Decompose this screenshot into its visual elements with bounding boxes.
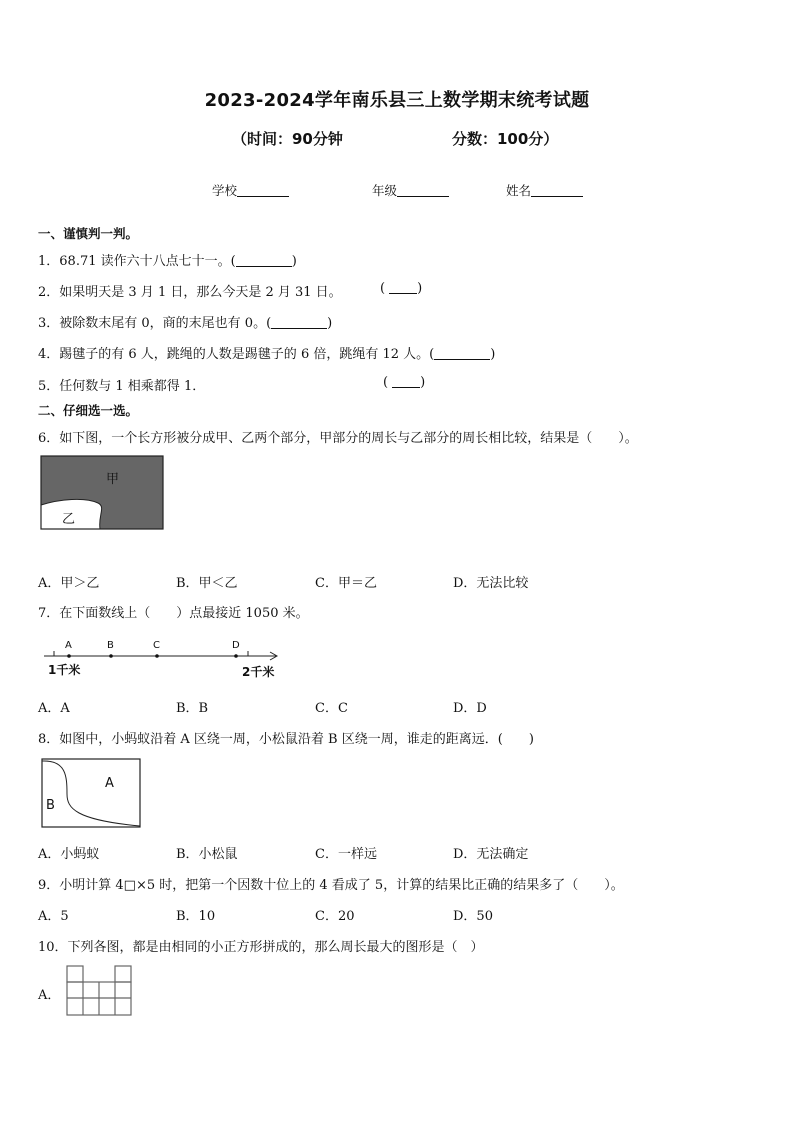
question-2-answer-blank[interactable] bbox=[389, 282, 417, 294]
question-4 bbox=[38, 343, 495, 362]
grade-blank[interactable] bbox=[397, 184, 449, 197]
question-1-close: ) bbox=[291, 254, 297, 269]
question-10-figure-a bbox=[66, 964, 134, 1018]
question-9-option-b[interactable]: B．10 bbox=[176, 909, 216, 924]
question-9-option-c[interactable]: C．20 bbox=[315, 909, 355, 924]
question-4-close: ) bbox=[490, 347, 496, 362]
label-a: A bbox=[105, 776, 114, 791]
grid-shape-a bbox=[67, 966, 131, 1015]
question-3 bbox=[38, 312, 332, 331]
exam-title: 2023-2024学年南乐县三上数学期末统考试题 bbox=[204, 90, 590, 111]
question-10-option-a[interactable]: A． bbox=[38, 988, 61, 1003]
question-2-close: ) bbox=[417, 281, 423, 296]
question-6-option-c[interactable]: C．甲＝乙 bbox=[315, 576, 377, 591]
point-a-label: A bbox=[65, 640, 72, 651]
label-jia: 甲 bbox=[106, 472, 120, 487]
question-5-open: ( bbox=[383, 375, 389, 390]
point-d-label: D bbox=[232, 640, 240, 651]
question-9-option-a[interactable]: A．5 bbox=[38, 909, 69, 924]
question-7-option-d[interactable]: D．D bbox=[453, 701, 487, 716]
question-8-text: 8．如图中，小蚂蚁沿着 A 区绕一周，小松鼠沿着 B 区绕一周，谁走的距离远．( ) bbox=[38, 732, 534, 747]
section1-heading: 一、谨慎判一判。 bbox=[38, 226, 139, 241]
question-7-text: 7．在下面数线上（ ）点最接近 1050 米。 bbox=[38, 606, 309, 621]
question-5-answer-blank[interactable] bbox=[392, 376, 420, 388]
question-7-option-a[interactable]: A．A bbox=[38, 701, 70, 716]
question-2-answer bbox=[380, 281, 422, 296]
section2-heading: 二、仔细选一选。 bbox=[38, 403, 139, 418]
question-10-text: 10．下列各图，都是由相同的小正方形拼成的，那么周长最大的图形是（ ） bbox=[38, 940, 484, 955]
question-4-text: 4．踢毽子的有 6 人，跳绳的人数是踢毽子的 6 倍，跳绳有 12 人。( bbox=[38, 347, 435, 362]
end-label: 2千米 bbox=[242, 665, 275, 679]
question-2-open: ( bbox=[380, 281, 386, 296]
question-6-option-d[interactable]: D．无法比较 bbox=[453, 576, 529, 591]
question-1-answer-blank[interactable] bbox=[236, 255, 292, 267]
question-4-answer-blank[interactable] bbox=[434, 348, 490, 360]
question-5-text: 5．任何数与 1 相乘都得 1． bbox=[38, 379, 206, 394]
question-7-option-c[interactable]: C．C bbox=[315, 701, 348, 716]
school-field[interactable] bbox=[212, 181, 289, 199]
start-label: 1千米 bbox=[48, 663, 81, 677]
point-b-label: B bbox=[107, 640, 114, 651]
question-3-answer-blank[interactable] bbox=[271, 317, 327, 329]
point-a bbox=[67, 654, 71, 658]
question-6-option-a[interactable]: A．甲＞乙 bbox=[38, 576, 100, 591]
question-6-figure bbox=[40, 455, 166, 531]
school-label: 学校 bbox=[212, 183, 238, 198]
question-7-option-b[interactable]: B．B bbox=[176, 701, 209, 716]
number-line bbox=[38, 636, 288, 680]
question-5-answer bbox=[383, 375, 425, 390]
region-jia bbox=[41, 456, 163, 529]
question-8-option-a[interactable]: A．小蚂蚁 bbox=[38, 847, 100, 862]
point-c-label: C bbox=[153, 640, 160, 651]
question-8-figure bbox=[41, 758, 143, 830]
dividing-curve bbox=[42, 761, 140, 826]
question-2 bbox=[38, 281, 342, 300]
exam-score: 分数：100分） bbox=[452, 130, 559, 148]
question-2-text: 2．如果明天是 3 月 1 日，那么今天是 2 月 31 日。 bbox=[38, 285, 342, 300]
question-1 bbox=[38, 250, 297, 269]
question-8-rectangle bbox=[42, 759, 140, 827]
name-blank[interactable] bbox=[531, 184, 583, 197]
question-3-close: ) bbox=[327, 316, 333, 331]
question-5 bbox=[38, 375, 205, 394]
question-5-close: ) bbox=[420, 375, 426, 390]
question-9-text: 9．小明计算 4□×5 时，把第一个因数十位上的 4 看成了 5，计算的结果比正确的结果多了（ ）。 bbox=[38, 878, 624, 893]
point-d bbox=[234, 654, 238, 658]
question-1-text: 1．68.71 读作六十八点七十一。( bbox=[38, 254, 236, 269]
question-8-option-b[interactable]: B．小松鼠 bbox=[176, 847, 238, 862]
grade-field[interactable] bbox=[372, 181, 449, 199]
name-label: 姓名 bbox=[506, 183, 532, 198]
question-3-text: 3．被除数末尾有 0，商的末尾也有 0。( bbox=[38, 316, 272, 331]
point-b bbox=[109, 654, 113, 658]
question-6-option-b[interactable]: B．甲＜乙 bbox=[176, 576, 238, 591]
name-field[interactable] bbox=[506, 181, 583, 199]
label-yi: 乙 bbox=[62, 512, 76, 527]
grade-label: 年级 bbox=[372, 183, 398, 198]
question-9-option-d[interactable]: D．50 bbox=[453, 909, 493, 924]
question-8-option-d[interactable]: D．无法确定 bbox=[453, 847, 529, 862]
question-6-text: 6．如下图，一个长方形被分成甲、乙两个部分，甲部分的周长与乙部分的周长相比较，结果是（ ）。 bbox=[38, 431, 638, 446]
label-b: B bbox=[46, 798, 55, 813]
question-8-option-c[interactable]: C．一样远 bbox=[315, 847, 377, 862]
exam-time: （时间：90分钟 bbox=[232, 130, 343, 148]
point-c bbox=[155, 654, 159, 658]
school-blank[interactable] bbox=[237, 184, 289, 197]
